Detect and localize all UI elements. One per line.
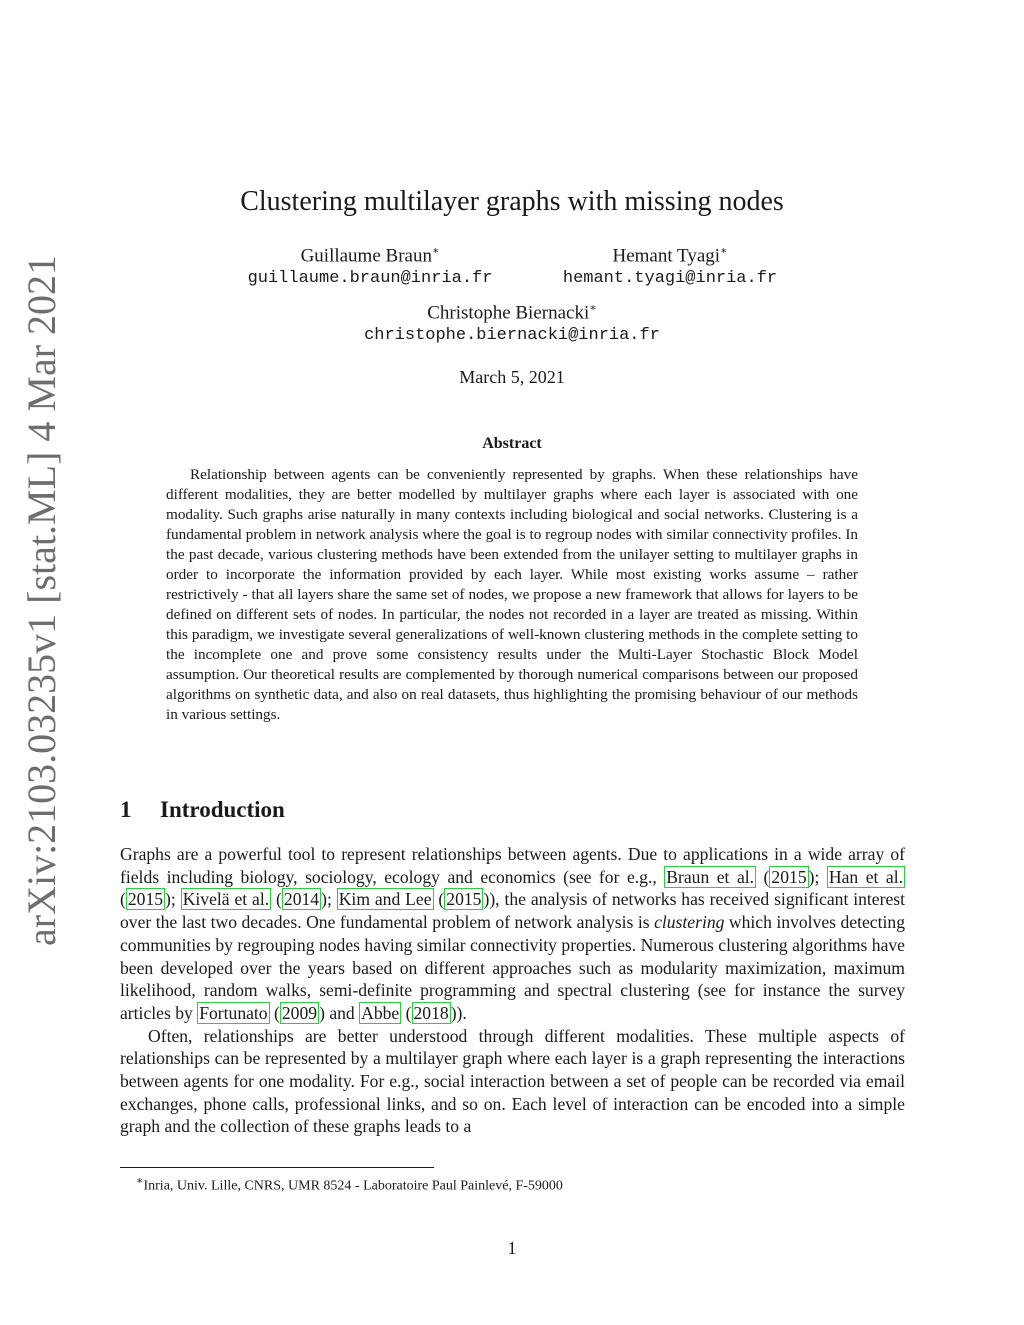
citation-year-link[interactable]: 2018 [413,1002,449,1023]
footnote-rule [120,1167,434,1168]
citation-link[interactable]: Fortunato [199,1002,268,1023]
author-mark: ∗ [589,302,597,314]
paragraph: Often, relationships are better understood through different modalities. These multiple aspects of relationships can be represented by a multilayer graph where each layer is a graph representing the interactions between agents for one modality. For e.g., social interaction between a set of people can be recorded via email exchanges, phone calls, professional links, and so on. Each level of interaction can be encoded into a simple graph and the collection of these graphs leads to a [120,1025,905,1137]
arxiv-identifier: arXiv:2103.03235v1 [stat.ML] 4 Mar 2021 [19,254,64,946]
section-body [120,843,905,1138]
footnote-mark: ∗ [136,1175,144,1187]
citation-link[interactable]: Han et al. [828,866,903,887]
author-mark: ∗ [720,245,728,257]
abstract-text: Relationship between agents can be conveniently represented by graphs. When these relationships have different modalities, they are better modelled by multilayer graphs where each layer is associated with one modality. Such graphs arise naturally in many contexts including biological and social networks. Clustering is a fundamental problem in network analysis where the goal is to regroup nodes with similar connectivity profiles. In the past decade, various clustering methods have been extended from the unilayer setting to multilayer graphs in order to incorporate the information provided by each layer. While most existing works assume – rather restrictively - that all layers share the same set of nodes, we propose a new framework that allows for layers to be defined on different sets of nodes. In particular, the nodes not recorded in a layer are treated as missing. Within this paradigm, we investigate several generalizations of well-known clustering methods in the complete setting to the incomplete one and prove some consistency results under the Multi-Layer Stochastic Block Model assumption. Our theoretical results are complemented by thorough numerical comparisons between our proposed algorithms on synthetic data, and also on real datasets, thus highlighting the promising behaviour of our methods in various settings. [166,466,858,723]
citation-link[interactable]: Braun et al. [666,866,755,887]
author-email[interactable]: hemant.tyagi@inria.fr [562,269,778,289]
section-number: 1 [120,797,132,822]
author-email[interactable]: guillaume.braun@inria.fr [247,269,493,289]
author-block-2 [558,244,782,288]
section-heading [120,797,285,823]
citation-year-link[interactable]: 2009 [281,1002,318,1023]
footnote-text: Inria, Univ. Lille, CNRS, UMR 8524 - Laboratoire Paul Painlevé, F-59000 [143,1178,563,1194]
citation-year-link[interactable]: 2015 [446,889,482,910]
author-email[interactable]: christophe.biernacki@inria.fr [364,326,660,346]
author-mark: ∗ [431,245,440,257]
author-block-1 [244,244,496,288]
citation-link[interactable]: Abbe [361,1002,400,1023]
paper-date: March 5, 2021 [459,367,565,387]
section-title: Introduction [160,797,285,822]
paper-title: Clustering multilayer graphs with missing nodes [240,186,784,217]
page-number: 1 [507,1238,517,1258]
footnote [136,1174,563,1195]
author-name: Christophe Biernacki [427,302,590,324]
citation-year-link[interactable]: 2015 [771,866,807,887]
author-name: Hemant Tyagi [612,245,721,267]
paragraph: Graphs are a powerful tool to represent relationships between agents. Due to applications in a wide array of fields including biology, sociology, ecology and economics (see for e.g., Braun et al. ( 2015 ); Han et al. ( 2015 ); Kivelä et al. ( 2014 ); Kim and Lee ( 2015 )), the analysis of networks has received significant interest over the last two decades. One fundamental problem of network analysis is clustering which involves detecting communities by regrouping nodes having similar connectivity properties. Numerous clustering algorithms have been developed over the years based on different approaches such as modularity maximization, maximum likelihood, random walks, semi-definite programming and spectral clustering (see for instance the survey articles by Fortunato ( 2009 ) and Abbe ( 2018 )). [120,844,906,1023]
citation-year-link[interactable]: 2014 [283,889,320,910]
abstract-heading: Abstract [482,435,542,452]
citation-link[interactable]: Kim and Lee [338,889,432,910]
author-name: Guillaume Braun [300,245,432,267]
emphasis: clustering [654,912,725,933]
author-block-3 [0,301,1024,345]
citation-year-link[interactable]: 2015 [127,889,164,910]
citation-link[interactable]: Kivelä et al. [182,889,270,910]
